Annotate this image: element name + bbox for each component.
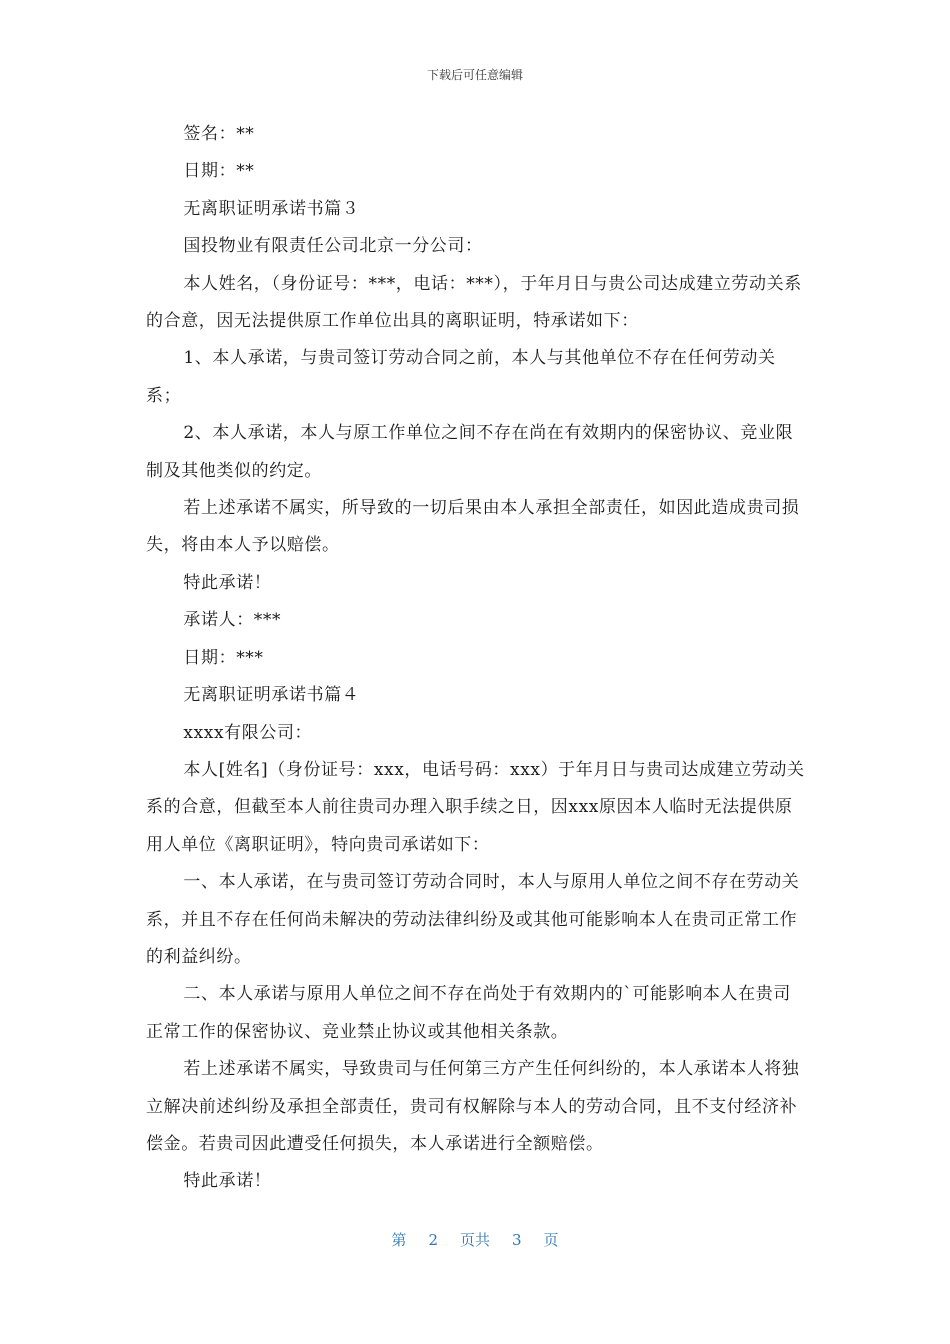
total-pages: 3 [512, 1231, 522, 1249]
footer-middle: 页共 [459, 1231, 490, 1249]
addressee: 国投物业有限责任公司北京一分公司： [183, 236, 483, 257]
page-header: 下载后可任意编辑 [426, 68, 523, 82]
date-line: 日期：** [183, 161, 255, 182]
footer-suffix: 页 [543, 1231, 559, 1249]
footer-prefix: 第 [391, 1231, 407, 1249]
page-number: 2 [428, 1231, 438, 1249]
page-footer [0, 1229, 950, 1250]
closing-line: 特此承诺！ [183, 1171, 272, 1192]
body-paragraph: 若上述承诺不属实，导致贵司与任何第三方产生任何纠纷的，本人承诺本人将独立解决前述纠纷及承担全部责任，贵司有权解除与本人的劳动合同，且不支付经济补偿金。若贵司因此遭受任何损失，本人承诺进行全额赔偿。 [146, 1059, 800, 1154]
promisor-line: 承诺人：*** [183, 610, 282, 631]
section-title-4: 无离职证明承诺书篇４ [183, 685, 360, 706]
body-paragraph: 一、本人承诺，在与贵司签订劳动合同时，本人与原用人单位之间不存在劳动关系，并且不存在任何尚未解决的劳动法律纠纷及或其他可能影响本人在贵司正常工作的利益纠纷。 [146, 872, 800, 967]
closing-line: 特此承诺！ [183, 572, 272, 593]
body-paragraph: 本人姓名，（身份证号：***，电话：***），于年月日与贵公司达成建立劳动关系的合意，因无法提供原工作单位出具的离职证明，特承诺如下： [146, 273, 802, 332]
date-line: 日期：*** [183, 647, 264, 668]
signature-line: 签名：** [183, 124, 255, 144]
body-paragraph: 本人[姓名]（身份证号：xxx，电话号码：xxx）于年月日与贵司达成建立劳动关系的合意，但截至本人前往贵司办理入职手续之日，因xxx原因本人临时无法提供原用人单位《离职证明》，特向贵司承诺如下： [146, 759, 805, 855]
body-paragraph: 1、本人承诺，与贵司签订劳动合同之前，本人与其他单位不存在任何劳动关系； [146, 348, 776, 406]
section-title-3: 无离职证明承诺书篇３ [183, 198, 360, 219]
document-body [146, 116, 806, 1201]
body-paragraph: 2、本人承诺，本人与原工作单位之间不存在尚在有效期内的保密协议、竞业限制及其他类似的约定。 [146, 423, 794, 481]
body-paragraph: 若上述承诺不属实，所导致的一切后果由本人承担全部责任，如因此造成贵司损失，将由本人予以赔偿。 [146, 498, 800, 556]
body-paragraph: 二、本人承诺与原用人单位之间不存在尚处于有效期内的`可能影响本人在贵司正常工作的保密协议、竞业禁止协议或其他相关条款。 [146, 984, 791, 1042]
addressee: xxxx有限公司： [183, 722, 313, 743]
